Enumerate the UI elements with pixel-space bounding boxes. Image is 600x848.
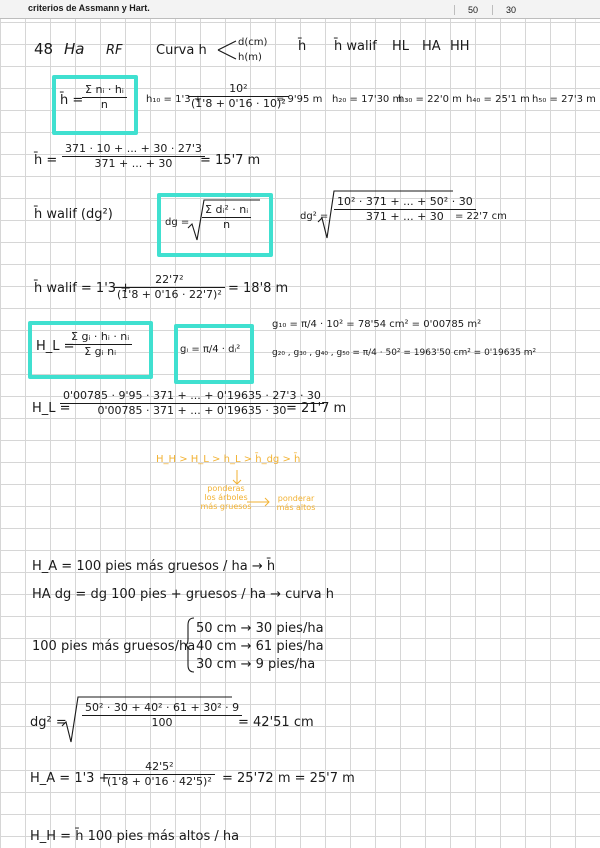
note-left bbox=[196, 484, 256, 511]
pies-lhs: 100 pies más gruesos/ha bbox=[32, 639, 196, 654]
pies-row-3: 30 cm → 9 pies/ha bbox=[196, 657, 316, 672]
note-right-1: ponderar bbox=[277, 494, 315, 503]
h-curve-den: (1'8 + 0'16 · 10)² bbox=[191, 97, 286, 110]
dg-calc-lhs: dg² = bbox=[300, 211, 329, 222]
list-item-ha: HA bbox=[422, 39, 441, 54]
h40-value: h₄₀ = 25'1 m bbox=[466, 94, 530, 105]
note-left-1: ponderas bbox=[207, 484, 245, 493]
header-cell-2: 30 bbox=[492, 5, 529, 15]
dg-ha-result: = 42'51 cm bbox=[238, 715, 314, 730]
hl-formula-num: Σ gᵢ · hᵢ · nᵢ bbox=[68, 330, 132, 345]
hl-calc-lhs: H_L = bbox=[32, 401, 71, 416]
brace-icon bbox=[184, 617, 196, 673]
hbar-formula-den: n bbox=[100, 98, 108, 111]
hl-formula-lhs: H_L = bbox=[36, 339, 75, 354]
g10-value: g₁₀ = π/4 · 10² = 78'54 cm² = 0'00785 m² bbox=[272, 319, 482, 330]
h-curve-result: = 9'95 m bbox=[276, 94, 323, 105]
d-label: d(cm) bbox=[238, 37, 268, 48]
walif-calc-result: = 18'8 m bbox=[228, 281, 289, 296]
pies-row-2: 40 cm → 61 pies/ha bbox=[196, 639, 324, 654]
dg-ha-fraction bbox=[82, 701, 242, 730]
walif-calc-lhs: h̄ walif = 1'3 + bbox=[34, 281, 132, 296]
dg-formula-den: n bbox=[223, 218, 231, 231]
h30-value: h₃₀ = 22'0 m bbox=[398, 94, 462, 105]
note-left-3: más gruesos bbox=[200, 502, 252, 511]
note-right-2: más altos bbox=[276, 503, 316, 512]
hl-formula-fraction bbox=[68, 330, 132, 359]
hbar-calc-den: 371 + ... + 30 bbox=[94, 157, 173, 170]
walif-calc-fraction bbox=[114, 273, 225, 302]
branch-icon bbox=[216, 38, 240, 62]
dg-formula-fraction bbox=[202, 203, 251, 232]
h-curve-num: 10² bbox=[188, 82, 289, 97]
curva-label: Curva h bbox=[156, 43, 207, 58]
ha-definition-1: H_A = 100 pies más gruesos / ha → h̄ bbox=[32, 559, 276, 574]
ha-calc-lhs: H_A = 1'3 + bbox=[30, 771, 110, 786]
hh-definition: H_H = h̄ 100 pies más altos / ha bbox=[30, 829, 240, 844]
list-item-hbar: h̄ bbox=[298, 39, 307, 54]
problem-number: 48 bbox=[34, 40, 54, 58]
hbar-calc-result: = 15'7 m bbox=[200, 153, 261, 168]
h50-value: h₅₀ = 27'3 m bbox=[532, 94, 596, 105]
hbar-formula-lhs: h̄ = bbox=[60, 93, 84, 108]
ha-label: Ha bbox=[64, 40, 85, 58]
dg-calc-num: 10² · 371 + ... + 50² · 30 bbox=[334, 195, 476, 210]
hl-calc-result: = 21'7 m bbox=[286, 401, 347, 416]
list-item-walif: h̄ walif bbox=[334, 39, 377, 54]
list-item-hl: HL bbox=[392, 39, 410, 54]
walif-title: h̄ walif (dg²) bbox=[34, 207, 113, 222]
dg-calc-den: 371 + ... + 30 bbox=[365, 210, 444, 223]
hl-calc-num: 0'00785 · 9'95 · 371 + ... + 0'19635 · 27'3 · 30 bbox=[60, 389, 324, 404]
dg-formula-lhs: dg = bbox=[165, 217, 190, 228]
ha-calc-fraction bbox=[104, 760, 215, 789]
pies-row-1: 50 cm → 30 pies/ha bbox=[196, 621, 324, 636]
dg-calc-result: = 22'7 cm bbox=[455, 211, 507, 222]
walif-calc-num: 22'7² bbox=[114, 273, 225, 288]
header-cell-1: 50 bbox=[454, 5, 491, 15]
ha-definition-2: HA dg = dg 100 pies + gruesos / ha → curva h bbox=[32, 587, 334, 602]
sheet-title: criterios de Assmann y Hart. bbox=[28, 3, 150, 13]
dg-ha-lhs: dg² = bbox=[30, 715, 67, 730]
hl-calc-den: 0'00785 · 371 + ... + 0'19635 · 30 bbox=[97, 404, 287, 417]
ha-calc-den: (1'8 + 0'16 · 42'5)² bbox=[107, 775, 212, 788]
dg-ha-den: 100 bbox=[151, 716, 173, 729]
gi-formula: gᵢ = π/4 · dᵢ² bbox=[180, 344, 241, 355]
hl-formula-den: Σ gᵢ nᵢ bbox=[84, 345, 117, 358]
ha-calc-result: = 25'72 m = 25'7 m bbox=[222, 771, 355, 786]
list-item-hh: HH bbox=[450, 39, 470, 54]
note-right bbox=[268, 494, 324, 512]
dg-formula-num: Σ dᵢ² · nᵢ bbox=[202, 203, 251, 218]
ha-calc-num: 42'5² bbox=[104, 760, 215, 775]
hbar-calc-num: 371 · 10 + ... + 30 · 27'3 bbox=[62, 142, 205, 157]
rf-label: RF bbox=[106, 43, 123, 58]
note-left-2: los árboles bbox=[204, 493, 248, 502]
note-chain: H_H > H_L > h_L > h̄_dg > h̄ bbox=[156, 454, 301, 465]
h-curve-lhs: h₁₀ = 1'3 + bbox=[146, 94, 203, 105]
hbar-calc-fraction bbox=[62, 142, 205, 171]
h-curve-fraction bbox=[188, 82, 289, 111]
g-others-value: g₂₀ , g₃₀ , g₄₀ , g₅₀ = π/4 · 50² = 1963'50 cm² = 0'19635 m² bbox=[272, 348, 537, 358]
hbar-calc-lhs: h̄ = bbox=[34, 153, 58, 168]
dg-ha-num: 50² · 30 + 40² · 61 + 30² · 9 bbox=[82, 701, 242, 716]
h-label: h(m) bbox=[238, 52, 262, 63]
sheet-header bbox=[0, 0, 600, 19]
hbar-formula-num: Σ nᵢ · hᵢ bbox=[82, 83, 127, 98]
hl-calc-fraction bbox=[60, 389, 324, 418]
walif-calc-den: (1'8 + 0'16 · 22'7)² bbox=[117, 288, 222, 301]
h20-value: h₂₀ = 17'30 m bbox=[332, 94, 403, 105]
hbar-formula-fraction bbox=[82, 83, 127, 112]
